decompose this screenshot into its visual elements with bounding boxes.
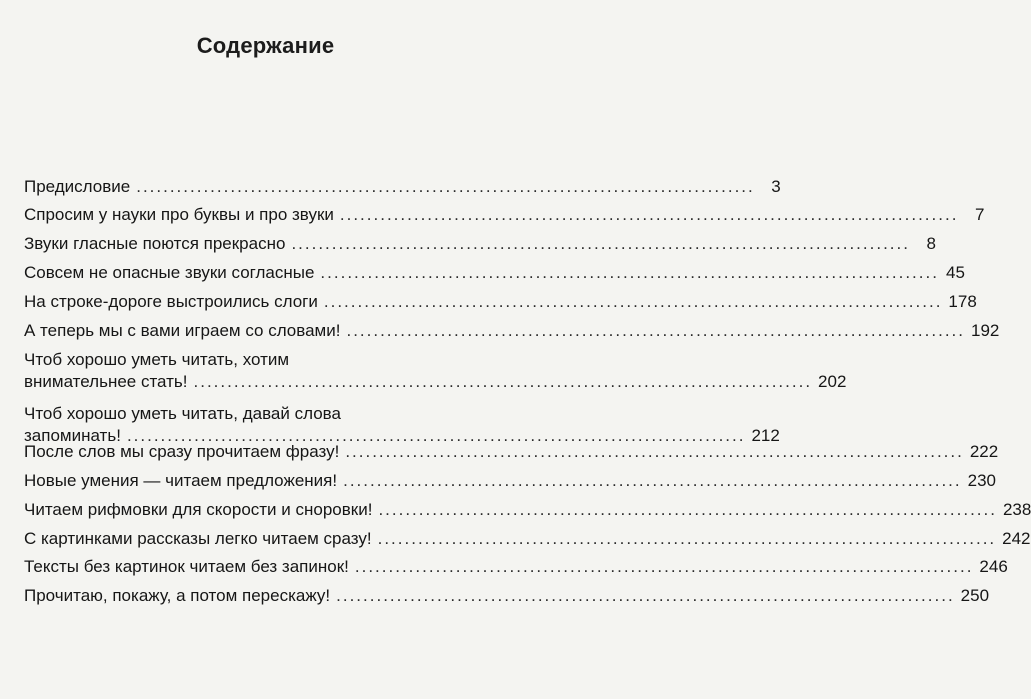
leader-dots: ............................................................................................ [345,442,964,461]
toc-entry [24,556,1008,578]
leader-dots: ............................................................................................ [126,426,746,445]
leader-dots: ............................................................................................ [343,471,962,490]
leader-dots: ............................................................................................ [377,529,997,548]
toc-entry-page: 7 [974,205,985,224]
toc-entry-last-line [24,371,847,393]
toc-entry-page: 3 [771,177,781,196]
toc-entry-label: С картинками рассказы легко читаем сразу! [24,529,372,548]
toc-entry-label: Звуки гласные поются прекрасно [24,234,286,253]
toc-entry [24,233,936,255]
toc-entry-label: После слов мы сразу прочитаем фразу! [24,442,340,461]
toc-entry [24,320,1000,342]
toc-entry-label: На строке-дороге выстроились слоги [24,292,318,311]
toc-entry-page: 230 [967,471,996,490]
toc-entry [24,528,1031,550]
leader-dots: ............................................................................................ [346,321,965,340]
toc-entry-label: Совсем не опасные звуки согласные [24,263,315,282]
toc-entry-page: 222 [969,442,999,461]
toc-entry-label: Прочитаю, покажу, а потом перескажу! [24,586,331,605]
toc-entry [24,204,985,226]
toc-entry-page: 45 [946,263,965,282]
leader-dots: ............................................................................................ [323,292,943,311]
toc-entry-label: Тексты без картинок читаем без запинок! [24,557,349,576]
toc-entry [24,441,999,463]
leader-dots: ............................................................................................ [339,205,959,224]
leader-dots: ............................................................................................ [336,586,955,605]
toc-entry-page: 242 [1002,529,1031,548]
toc-entry-page: 212 [751,426,780,445]
toc-entry-page: 238 [1002,500,1031,519]
toc-entry-page: 202 [818,372,847,391]
leader-dots: ............................................................................................ [378,500,997,519]
leader-dots: ............................................................................................ [354,557,974,576]
page-title: Содержание [196,33,335,58]
toc-entry-page: 8 [926,234,936,253]
leader-dots: ............................................................................................ [320,263,939,282]
toc-entry-label: А теперь мы с вами играем со словами! [24,321,341,340]
leader-dots: ............................................................................................ [136,177,755,196]
toc-entry-label-line2: запоминать! [24,426,121,445]
toc-entry-page: 246 [979,557,1008,576]
toc-entry [24,499,1031,521]
toc-entry [24,262,965,284]
toc-entry [24,470,996,492]
toc-entry-label: Новые умения — читаем предложения! [24,471,338,490]
toc-entry [24,585,990,607]
toc-entry [24,291,977,313]
toc-entry-label: Читаем рифмовки для скорости и сноровки! [24,500,373,519]
toc-entry-label-line1: Чтоб хорошо уметь читать, давай слова [24,404,341,423]
toc-entry-page: 192 [971,321,1000,340]
toc-entry-page: 250 [960,586,990,605]
toc-entry [24,176,781,198]
toc-entry-label: Спросим у науки про буквы и про звуки [24,205,334,224]
toc-entry-page: 178 [948,292,977,311]
toc-entry [24,349,847,393]
toc-entry-label: Предисловие [24,177,131,196]
leader-dots: ............................................................................................ [193,372,813,391]
toc-entry-label-line1: Чтоб хорошо уметь читать, хотим [24,350,290,369]
toc-entry-label-line2: внимательнее стать! [24,372,188,391]
leader-dots: ............................................................................................ [291,234,910,253]
